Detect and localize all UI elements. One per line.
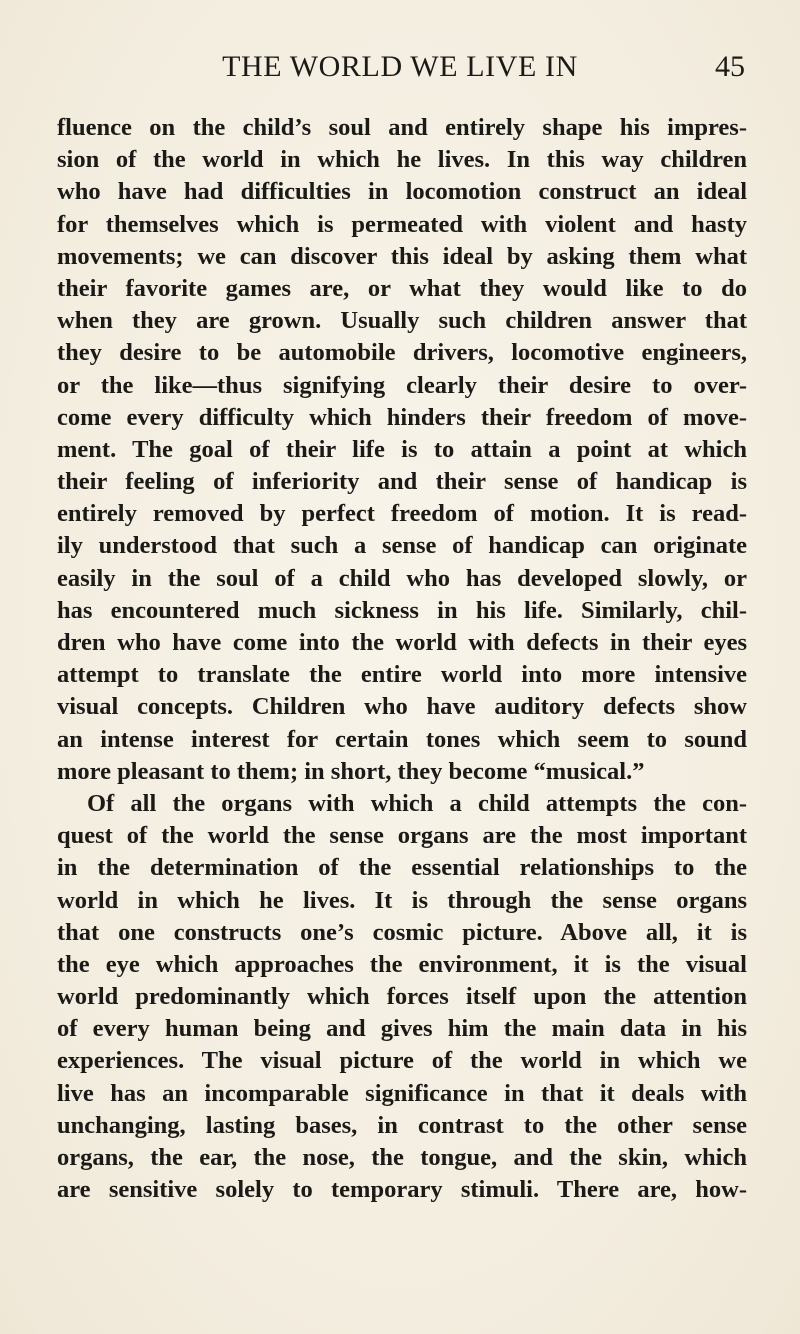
text-line: easily in the soul of a child who has developed slowly, or	[57, 564, 747, 592]
text-line: live has an incomparable significance in that it deals with	[57, 1079, 747, 1107]
running-title: THE WORLD WE LIVE IN	[222, 50, 578, 83]
text-line: their favorite games are, or what they would like to do	[57, 274, 747, 302]
text-line: ment. The goal of their life is to attain a point at which	[57, 435, 747, 463]
page-number: 45	[715, 50, 745, 83]
text-line: entirely removed by perfect freedom of motion. It is read-	[57, 500, 747, 528]
text-line: attempt to translate the entire world into more intensive	[57, 661, 747, 689]
text-line: has encountered much sickness in his life. Similarly, chil-	[57, 596, 747, 624]
text-line: organs, the ear, the nose, the tongue, and the skin, which	[57, 1144, 747, 1171]
text-line: that one constructs one’s cosmic picture. Above all, it is	[57, 918, 747, 946]
text-line: or the like—thus signifying clearly their desire to over-	[57, 371, 747, 399]
text-line: Of all the organs with which a child attempts the con-	[87, 789, 747, 817]
text-line: for themselves which is permeated with violent and hasty	[57, 210, 747, 238]
text-line: who have had difficulties in locomotion construct an ideal	[57, 178, 747, 206]
text-line: an intense interest for certain tones which seem to sound	[57, 725, 747, 753]
text-line: world predominantly which forces itself upon the attention	[57, 983, 747, 1011]
text-line: come every difficulty which hinders their freedom of move-	[57, 403, 747, 431]
text-line: in the determination of the essential relationships to the	[57, 854, 747, 882]
text-line: experiences. The visual picture of the world in which we	[57, 1047, 747, 1075]
text-line: visual concepts. Children who have auditory defects show	[57, 693, 747, 721]
text-line: when they are grown. Usually such children answer that	[57, 307, 747, 335]
text-line: more pleasant to them; in short, they become “musical.”	[57, 757, 645, 785]
text-line: unchanging, lasting bases, in contrast to the other sense	[57, 1111, 747, 1139]
text-line: their feeling of inferiority and their sense of handicap is	[57, 468, 747, 496]
text-line: are sensitive solely to temporary stimuli. There are, how-	[57, 1176, 747, 1204]
text-line: they desire to be automobile drivers, locomotive engineers,	[57, 339, 747, 367]
text-line: of every human being and gives him the main data in his	[57, 1015, 747, 1043]
running-head	[0, 48, 800, 92]
text-line: quest of the world the sense organs are the most important	[57, 822, 747, 850]
text-line: dren who have come into the world with defects in their eyes	[57, 629, 747, 656]
text-line: the eye which approaches the environment, it is the visual	[57, 950, 747, 978]
text-line: world in which he lives. It is through the sense organs	[57, 886, 747, 914]
body-text	[57, 112, 747, 1206]
text-line: fluence on the child’s soul and entirely shape his impres-	[57, 114, 747, 141]
text-line: movements; we can discover this ideal by asking them what	[57, 242, 747, 270]
text-line: sion of the world in which he lives. In this way children	[57, 146, 747, 174]
text-line: ily understood that such a sense of handicap can originate	[57, 532, 747, 560]
